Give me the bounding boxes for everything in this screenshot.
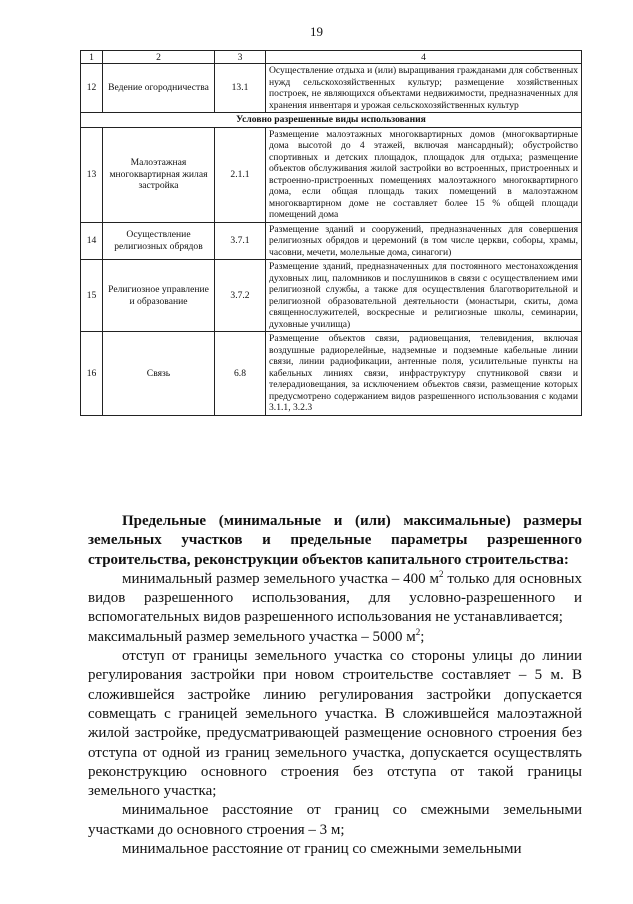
table-row: [81, 222, 582, 260]
header-cell: 1: [81, 51, 103, 64]
use-type-code: 2.1.1: [215, 127, 266, 222]
paragraph-max-area: [88, 628, 582, 647]
paragraph-min-distance-next: минимальное расстояние от границ со смежными земельными: [122, 841, 522, 858]
row-number: 15: [81, 260, 103, 332]
table-row: [81, 260, 582, 332]
table-row: [81, 127, 582, 222]
use-type-name: Осуществление религиозных обрядов: [103, 222, 215, 260]
superscript: 2: [415, 626, 421, 637]
table-header-row: [81, 51, 582, 64]
table-row: [81, 332, 582, 416]
use-type-description: Размещение зданий и сооружений, предназначенных для совершения религиозных обрядов и церемоний (в том числе церкви, соборы, храмы, часовни, мечети, молельные дома, синагоги): [266, 222, 582, 260]
page-number: 19: [310, 24, 323, 39]
text-run: ;: [420, 628, 425, 645]
header-cell: 4: [266, 51, 582, 64]
paragraph-street-setback: отступ от границы земельного участка со стороны улицы до линии регулирования застройки при новом строительстве составляет – 5 м. В сложившейся застройке линию регулирования застройки допускается совмещать с границей земельного участка. В сложившейся малоэтажной жилой застройке, предусматривающей размещение основного строения без отступа от одной из границ земельного участка, допускается осуществлять реконструкцию основного строения без отступа от такой границы земельного участка;: [88, 648, 582, 800]
use-type-description: Размещение зданий, предназначенных для постоянного местонахождения духовных лиц, паломников и послушников в связи с осуществлением ими религиозной службы, а также для осуществления благотворительной и религиозной образовательной деятельности (монастыри, скиты, дома священнослужителей, воскресные и религиозные школы, семинарии, духовные училища): [266, 260, 582, 332]
row-number: 14: [81, 222, 103, 260]
header-cell: 3: [215, 51, 266, 64]
superscript: 2: [439, 568, 444, 579]
section-row: [81, 113, 582, 128]
use-type-description: Размещение объектов связи, радиовещания, телевидения, включая воздушные радиорелейные, надземные и подземные кабельные линии связи, линии радиофикации, антенные поля, усилительные пункты на кабельных линиях связи, инфраструктуру спутниковой связи и телерадиовещания, за исключением объектов связи, размещение которых предусмотрено содержанием видов разрешенного использования с кодами 3.1.1, 3.2.3: [266, 332, 582, 416]
header-cell: 2: [103, 51, 215, 64]
use-type-name: Малоэтажная многоквартирная жилая застройка: [103, 127, 215, 222]
use-type-code: 3.7.2: [215, 260, 266, 332]
text-run: максимальный размер земельного участка – 5000 м: [88, 628, 416, 645]
use-type-name: Связь: [103, 332, 215, 416]
paragraph-min-area: [88, 570, 582, 628]
row-number: 13: [81, 127, 103, 222]
land-use-table: [80, 50, 582, 416]
use-type-code: 13.1: [215, 64, 266, 113]
row-number: 12: [81, 64, 103, 113]
row-number: 16: [81, 332, 103, 416]
table-row: [81, 64, 582, 113]
section-heading: Предельные (минимальные и (или) максимальные) размеры земельных участков и предельные параметры разрешенного строительства, реконструкции объектов капитального строительства:: [88, 513, 582, 568]
section-title: Условно разрешенные виды использования: [81, 113, 582, 128]
use-type-code: 6.8: [215, 332, 266, 416]
text-run: только для основных видов разрешенного использования, для условно-разрешенного и вспомогательных видов разрешенного использования не устанавливается;: [88, 570, 582, 626]
body-text: [88, 512, 582, 859]
paragraph-min-distance-main: минимальное расстояние от границ со смежными земельными участками до основного строения – 3 м;: [88, 802, 582, 838]
use-type-name: Ведение огородничества: [103, 64, 215, 113]
use-type-description: Размещение малоэтажных многоквартирных домов (многоквартирные дома высотой до 4 этажей, включая мансардный); обустройство спортивных и детских площадок, площадок для отдыха; размещение объектов обслуживания жилой застройки во встроенных, пристроенных и встроенно-пристроенных помещениях малоэтажного многоквартирного дома, если общая площадь таких помещений в малоэтажном многоквартирном доме не составляет более 15 % общей площади помещений дома: [266, 127, 582, 222]
use-type-description: Осуществление отдыха и (или) выращивания гражданами для собственных нужд сельскохозяйственных культур; размещение хозяйственных построек, не являющихся объектами недвижимости, предназначенных для хранения инвентаря и урожая сельскохозяйственных культур: [266, 64, 582, 113]
text-run: минимальный размер земельного участка – 400 м: [122, 570, 440, 587]
use-type-name: Религиозное управление и образование: [103, 260, 215, 332]
use-type-code: 3.7.1: [215, 222, 266, 260]
